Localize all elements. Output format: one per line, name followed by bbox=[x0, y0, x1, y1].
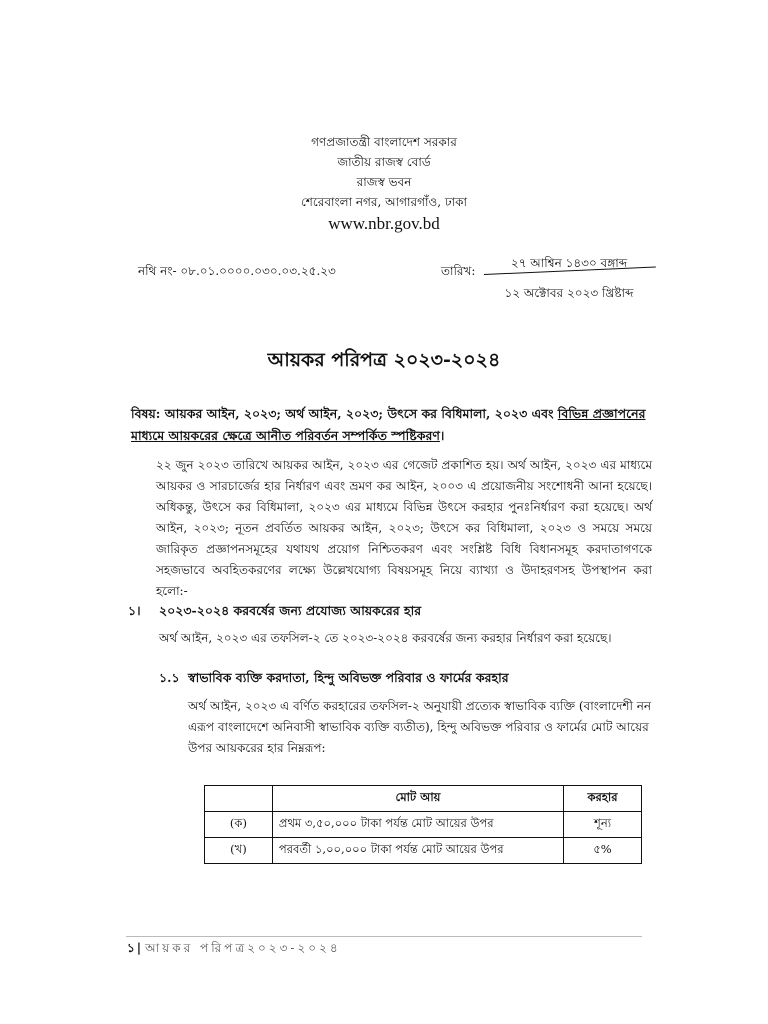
section-1-heading: ২০২৩-২০২৪ করবর্ষের জন্য প্রযোজ্য আয়করের হার bbox=[159, 603, 422, 618]
table-cell-income: পরবর্তী ১,০০,০০০ টাকা পর্যন্ত মোট আয়ের উপর bbox=[272, 838, 563, 864]
date-gregorian: ১২ অক্টোবর ২০২৩ খ্রিষ্টাব্দ bbox=[504, 286, 634, 300]
letterhead bbox=[0, 132, 768, 235]
table-cell-serial: (খ) bbox=[205, 838, 273, 864]
intro-paragraph: ২২ জুন ২০২৩ তারিখে আয়কর আইন, ২০২৩ এর গেজেট প্রকাশিত হয়। অর্থ আইন, ২০২৩ এর মাধ্যমে আয়কর ও সারচার্জের হার নির্ধারণ এবং ভ্রমণ কর আইন, ২০০৩ এ প্রয়োজনীয় সংশোধনী আনা হয়েছে। অধিকন্তু, উৎসে কর বিধিমালা, ২০২৩ এর মাধ্যমে বিভিন্ন উৎসে করহার পুনঃনির্ধারণ করা হয়েছে। অর্থ আইন, ২০২৩; নূতন প্রবর্তিত আয়কর আইন, ২০২৩; উৎসে কর বিধিমালা, ২০২৩ ও সময়ে সময়ে জারিকৃত প্রজ্ঞাপনসমূহের যথাযথ প্রয়োগ নিশ্চিতকরণ এবং সংশ্লিষ্ট বিধি বিধানসমূহ করদাতাগণকে সহজভাবে অবহিতকরণের লক্ষ্যে উল্লেখযোগ্য বিষয়সমূহ নিয়ে ব্যাখ্যা ও উদাহরণসহ উপস্থাপন করা হলো:- bbox=[156, 458, 652, 598]
website-link[interactable]: www.nbr.gov.bd bbox=[328, 214, 440, 233]
page-number: ১ bbox=[127, 941, 135, 955]
section-1-1-paragraph: অর্থ আইন, ২০২৩ এ বর্ণিত করহারের তফসিল-২ অনুযায়ী প্রত্যেক স্বাভাবিক ব্যক্তি (বাংলাদেশী নন এরূপ বাংলাদেশে অনিবাসী স্বাভাবিক ব্যক্তি ব্যতীত), হিন্দু অবিভক্ত পরিবার ও ফার্মের মোট আয়ের উপর আয়করের হার নিম্নরূপ: bbox=[188, 699, 652, 755]
section-1-paragraph: অর্থ আইন, ২০২৩ এর তফসিল-২ তে ২০২৩-২০২৪ করবর্ষের জন্য করহার নির্ধারণ করা হয়েছে। bbox=[159, 631, 612, 645]
date-label: তারিখ: bbox=[441, 264, 476, 278]
table-cell-rate: শূন্য bbox=[564, 812, 642, 838]
table-row bbox=[205, 838, 642, 864]
tax-rate-table bbox=[204, 785, 642, 864]
table-header-tax-rate: করহার bbox=[564, 786, 642, 812]
footer-divider bbox=[126, 936, 642, 937]
building-name: রাজস্ব ভবন bbox=[356, 175, 412, 189]
table-cell-serial: (ক) bbox=[205, 812, 273, 838]
table-cell-income: প্রথম ৩,৫০,০০০ টাকা পর্যন্ত মোট আয়ের উপর bbox=[272, 812, 563, 838]
page-footer bbox=[127, 940, 341, 960]
footer-separator: | bbox=[136, 941, 142, 955]
table-header-total-income: মোট আয় bbox=[272, 786, 563, 812]
document-number: নথি নং- ০৮.০১.০০০০.০৩০.০৩.২৫.২৩ bbox=[138, 264, 336, 278]
section-1-1-heading: স্বাভাবিক ব্যক্তি করদাতা, হিন্দু অবিভক্ত পরিবার ও ফার্মের করহার bbox=[188, 670, 509, 685]
subject-part-3: । bbox=[439, 428, 445, 443]
address: শেরেবাংলা নগর, আগারগাঁও, ঢাকা bbox=[300, 195, 468, 209]
subject-part-2: বিভিন্ন প্রজ্ঞাপনের মাধ্যমে আয়করের ক্ষেত্রে আনীত পরিবর্তন সম্পর্কিত স্পষ্টিকরণ bbox=[131, 406, 646, 443]
board-name: জাতীয় রাজস্ব বোর্ড bbox=[337, 155, 431, 169]
date-bangla: ২৭ আশ্বিন ১৪৩০ বঙ্গাব্দ bbox=[510, 256, 628, 270]
document-title: আয়কর পরিপত্র ২০২৩-২০২৪ bbox=[267, 349, 501, 371]
section-1-number: ১। bbox=[128, 603, 141, 618]
table-header-row bbox=[205, 786, 642, 812]
table-row bbox=[205, 812, 642, 838]
table-header-serial bbox=[205, 786, 273, 812]
footer-title: আয়কর পরিপত্র২০২৩-২০২৪ bbox=[145, 941, 341, 955]
subject-line bbox=[131, 403, 651, 447]
subject-part-1: বিষয়: আয়কর আইন, ২০২৩; অর্থ আইন, ২০২৩; উৎসে কর বিধিমালা, ২০২৩ এবং bbox=[131, 406, 558, 421]
section-1-1-number: ১.১ bbox=[159, 670, 180, 685]
table-cell-rate: ৫% bbox=[564, 838, 642, 864]
government-name: গণপ্রজাতন্ত্রী বাংলাদেশ সরকার bbox=[311, 135, 457, 149]
